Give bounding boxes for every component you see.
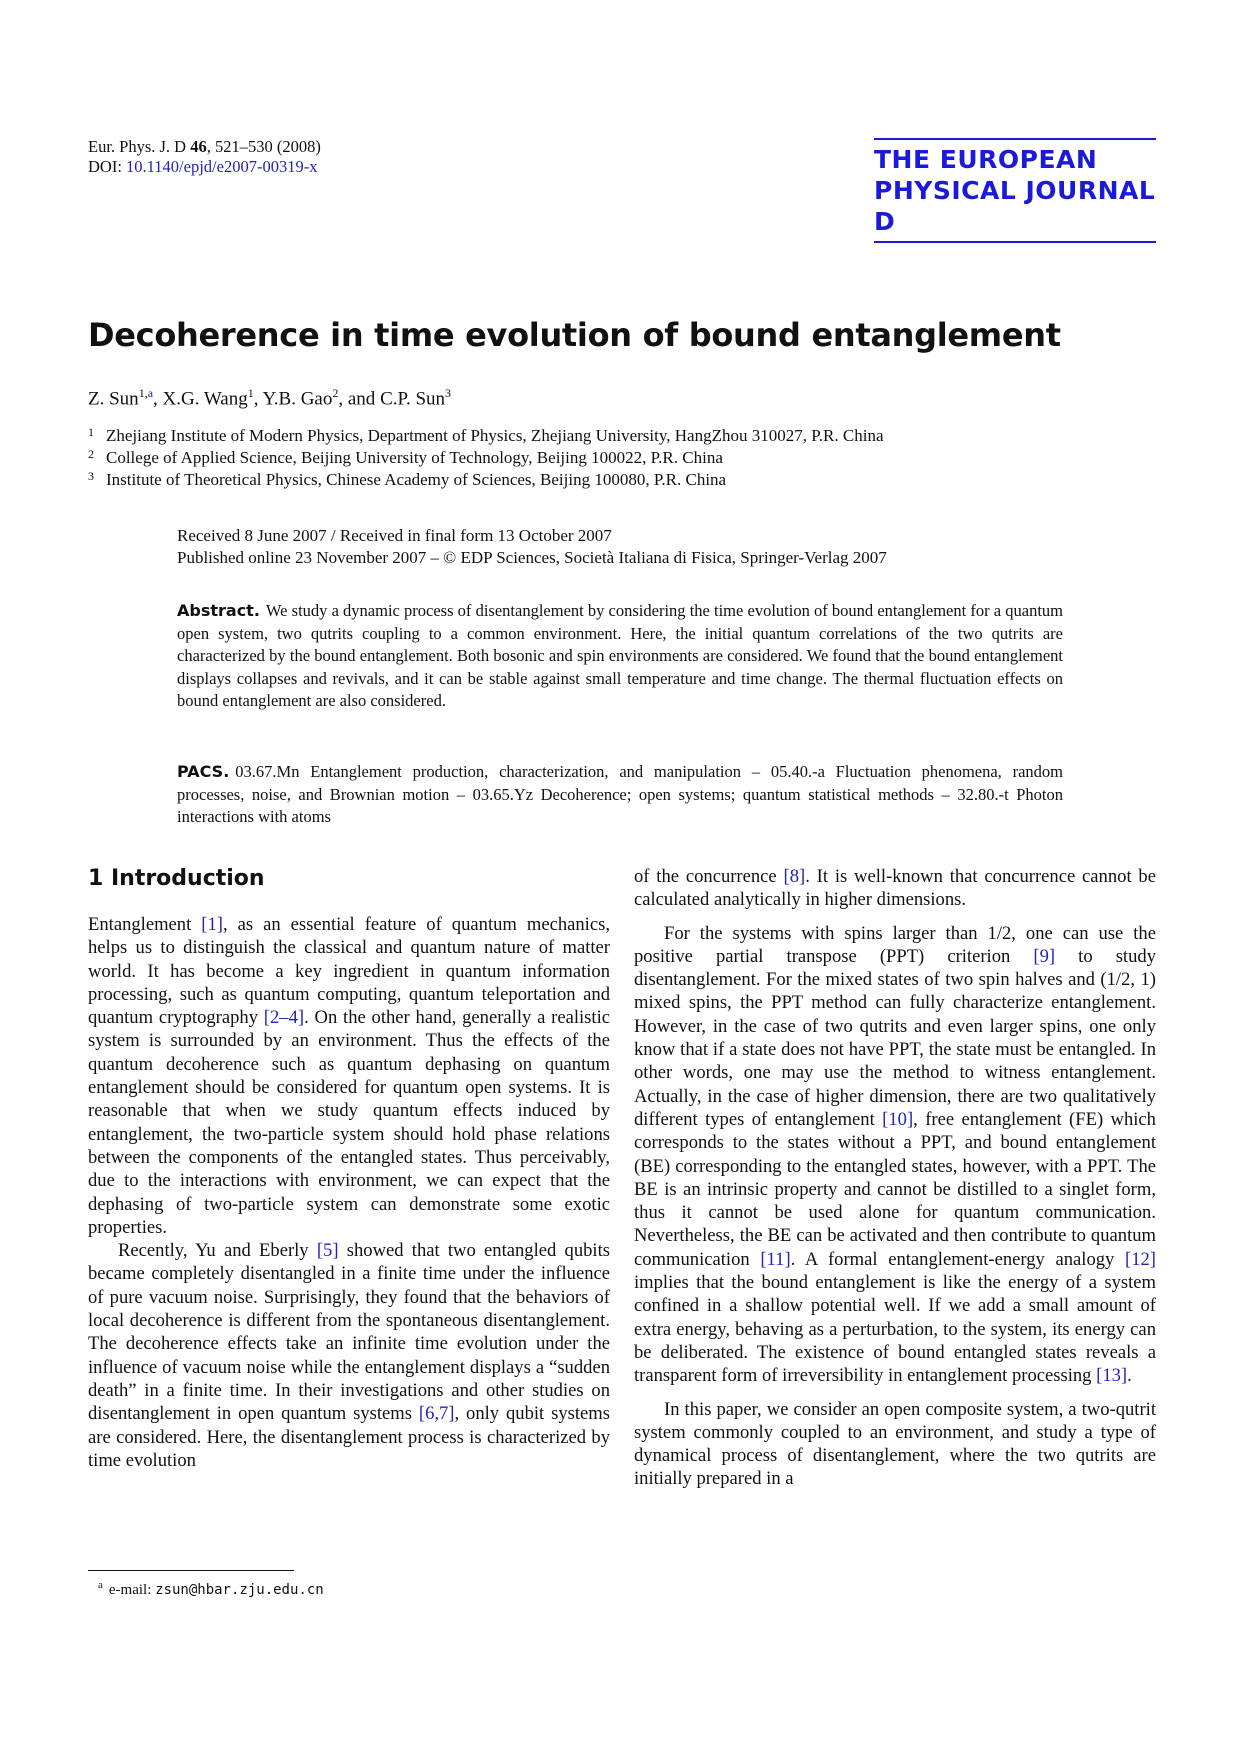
abstract-label: Abstract. [177, 601, 260, 620]
footnote-rule [88, 1570, 294, 1571]
published-date: Published online 23 November 2007 – © EDP Sciences, Società Italiana di Fisica, Springer-Verlag 2007 [177, 548, 887, 567]
abstract-text: We study a dynamic process of disentanglement by considering the time evolution of bound entanglement for a quantum open system, two qutrits coupling to a common environment. Here, the initial quantum correlations of the two qutrits are characterized by the bound entanglement. Both bosonic and spin environments are considered. We found that the bound entanglement displays collapses and revivals, and it can be stable against small temperature and time change. The thermal fluctuation effects on bound entanglement are also considered. [177, 601, 1063, 710]
author-2-affiliation: 1 [247, 386, 254, 400]
paragraph-4: For the systems with spins larger than 1/2, one can use the positive partial transpose (PPT) criterion [9] to study disentanglement. For the mixed states of two spin halves and (1/2, 1) mixed spins, the PPT method can fully characterize entanglement. However, in the case of two qutrits and even larger spins, one only know that if a state does not have PPT, the state must be entangled. In other words, one may use the method to witness entanglement. Actually, in the case of higher dimension, there are two qualitatively different types of entanglement [10], free entanglement (FE) which corresponds to the states without a PPT, and bound entanglement (BE) corresponding to the entangled states, however, with a PPT. The BE is an intrinsic property and cannot be distilled to a singlet form, thus it cannot be used alone for quantum communication. Nevertheless, the BE can be activated and then contribute to quantum communication [11]. A formal entanglement-energy analogy [12] implies that the bound entanglement is like the energy of a system confined in a shallow potential well. If we add a small amount of extra energy, behaving as a perturbation, to the system, its energy can be deliberated. The existence of bound entangled states reveals a transparent form of irreversibility in entanglement processing [13]. [634, 922, 1156, 1387]
affiliation-1: 1 Zhejiang Institute of Modern Physics, Department of Physics, Zhejiang University, HangZhou 310027, P.R. China [88, 425, 884, 445]
citation-link[interactable]: [6,7] [418, 1403, 455, 1425]
pages-year: , 521–530 (2008) [206, 137, 321, 156]
logo-line-2: PHYSICAL JOURNAL D [874, 176, 1156, 236]
paragraph-1: Entanglement [1], as an essential feature of quantum mechanics, helps us to distinguish the classical and quantum nature of matter world. It has become a key ingredient in quantum information processing, such as quantum computing, quantum teleportation and quantum cryptography [2–4]. On the other hand, generally a realistic system is surrounded by an environment. Thus the effects of the quantum decoherence such as quantum dephasing on quantum entanglement should be considered for quantum open systems. It is reasonable that when we study quantum effects induced by entanglement, the two-particle system should hold phase relations between the components of the entangled states. Thus perceivably, due to the interactions with environment, we can expect that the dephasing of two-particle system can demonstrate some exotic properties. [88, 914, 610, 1238]
paper-title: Decoherence in time evolution of bound entanglement [88, 316, 1061, 354]
author-1: Z. Sun [88, 388, 139, 410]
citation-link[interactable]: [2–4] [263, 1007, 305, 1029]
citation-line [88, 137, 321, 157]
volume-number: 46 [190, 137, 207, 156]
pacs-codes [177, 761, 1063, 829]
journal-name: Eur. Phys. J. D [88, 137, 187, 156]
journal-logo [874, 138, 1156, 243]
citation-link[interactable]: [12] [1125, 1248, 1156, 1270]
citation-link[interactable]: [13] [1096, 1365, 1128, 1387]
journal-reference [88, 137, 321, 177]
author-list: Z. Sun$^{1,a}$, X.G. Wang$^1$, Y.B. Gao$^2$, and C.P. Sun$^3$ [88, 386, 452, 410]
doi-line [88, 157, 321, 177]
affiliation-3: 3 Institute of Theoretical Physics, Chinese Academy of Sciences, Beijing 100080, P.R. China [88, 469, 727, 489]
citation-link[interactable]: [10] [882, 1108, 914, 1130]
footnote-email[interactable]: zsun@hbar.zju.edu.cn [155, 1582, 324, 1598]
citation-link[interactable]: [8] [783, 866, 806, 887]
citation-link[interactable]: [1] [201, 914, 223, 935]
left-column [88, 865, 610, 1472]
publication-dates [177, 525, 887, 569]
right-column [634, 865, 1156, 1491]
author-1-affiliation: 1,a [138, 386, 154, 400]
received-date: Received 8 June 2007 / Received in final form 13 October 2007 [177, 526, 612, 545]
footnote-link[interactable]: a [147, 386, 154, 400]
paragraph-5: In this paper, we consider an open composite system, a two-qutrit system commonly coupled to an environment, and study a type of dynamical process of disentanglement, where the two qutrits are initially prepared in a [634, 1398, 1156, 1490]
author-3: Y.B. Gao [262, 388, 333, 410]
affiliation-2: 2 College of Applied Science, Beijing University of Technology, Beijing 100022, P.R. China [88, 447, 723, 467]
abstract [177, 600, 1063, 713]
author-3-affiliation: 2 [332, 386, 339, 400]
author-2: X.G. Wang [162, 388, 248, 410]
section-heading: 1 Introduction [88, 866, 265, 891]
footnote-marker: a [98, 1579, 103, 1591]
pacs-label: PACS. [177, 762, 230, 781]
citation-link[interactable]: [5] [316, 1240, 339, 1262]
affiliation-list [88, 425, 884, 491]
author-4: C.P. Sun [380, 388, 446, 410]
paragraph-3: of the concurrence [8]. It is well-known that concurrence cannot be calculated analytically in higher dimensions. [634, 866, 1156, 911]
logo-line-1: THE EUROPEAN [874, 145, 1098, 174]
author-4-affiliation: 3 [445, 386, 452, 400]
doi-link[interactable]: 10.1140/epjd/e2007-00319-x [126, 157, 318, 176]
pacs-text: 03.67.Mn Entanglement production, characterization, and manipulation – 05.40.-a Fluctuation phenomena, random processes, noise, and Brownian motion – 03.65.Yz Decoherence; open systems; quantum statistical methods – 32.80.-t Photon interactions with atoms [177, 762, 1063, 826]
footnote-label: e-mail: [108, 1582, 152, 1598]
paragraph-2: Recently, Yu and Eberly [5] showed that two entangled qubits became completely disentangled in a finite time under the influence of pure vacuum noise. Surprisingly, they found that the behaviors of local decoherence is different from the spontaneous disentanglement. The decoherence effects take an infinite time evolution under the influence of vacuum noise while the entanglement displays a “sudden death” in a finite time. In their investigations and other studies on disentanglement in open quantum systems [6,7], only qubit systems are considered. Here, the disentanglement process is characterized by time evolution [88, 1240, 610, 1471]
citation-link[interactable]: [9] [1033, 945, 1056, 967]
citation-link[interactable]: [11] [760, 1248, 791, 1270]
doi-label: DOI: [88, 157, 122, 176]
footnote [98, 1579, 324, 1599]
